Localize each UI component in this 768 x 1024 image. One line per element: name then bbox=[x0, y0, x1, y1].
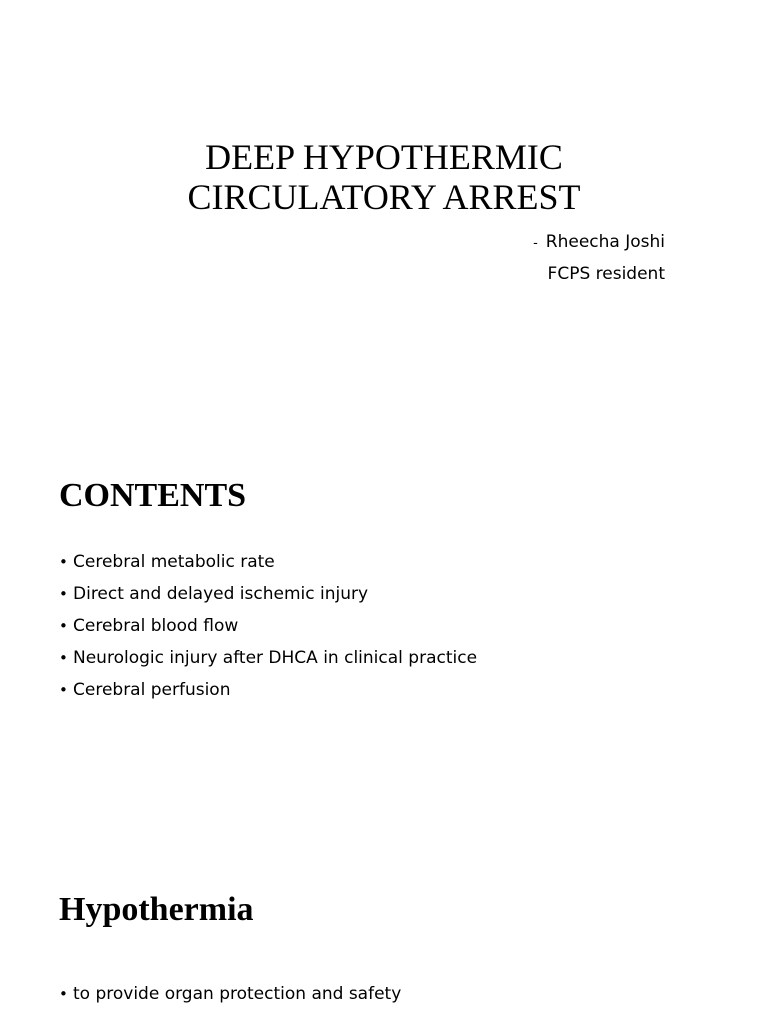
bullet-icon: • bbox=[59, 681, 68, 699]
list-item bbox=[59, 982, 401, 1014]
list-item-text: to provide organ protection and safety bbox=[73, 984, 402, 1004]
author-dash: - bbox=[533, 236, 538, 251]
hypothermia-slide bbox=[0, 828, 768, 1024]
list-item bbox=[59, 614, 477, 646]
author-name-line bbox=[533, 230, 665, 256]
title-slide bbox=[0, 0, 768, 380]
list-item bbox=[59, 582, 477, 614]
hypothermia-heading: Hypothermia bbox=[59, 891, 254, 928]
author-name: Rheecha Joshi bbox=[545, 232, 665, 252]
list-item-text: Cerebral perfusion bbox=[73, 680, 231, 700]
author-role: FCPS resident bbox=[547, 264, 665, 284]
list-item-text: Cerebral blood flow bbox=[73, 616, 239, 636]
list-item-text: Direct and delayed ischemic injury bbox=[73, 584, 369, 604]
list-item bbox=[59, 550, 477, 582]
bullet-icon: • bbox=[59, 985, 68, 1003]
hypothermia-list bbox=[59, 982, 401, 1014]
list-item bbox=[59, 646, 477, 678]
bullet-icon: • bbox=[59, 617, 68, 635]
bullet-icon: • bbox=[59, 585, 68, 603]
contents-heading: CONTENTS bbox=[59, 477, 247, 514]
presentation-title-line-1: DEEP HYPOTHERMIC bbox=[205, 137, 563, 177]
presentation-title-line-2: CIRCULATORY ARREST bbox=[187, 177, 581, 217]
list-item bbox=[59, 678, 477, 710]
contents-list bbox=[59, 550, 477, 710]
contents-slide bbox=[0, 380, 768, 828]
bullet-icon: • bbox=[59, 649, 68, 667]
list-item-text: Cerebral metabolic rate bbox=[73, 552, 275, 572]
list-item-text: Neurologic injury after DHCA in clinical practice bbox=[73, 648, 478, 668]
bullet-icon: • bbox=[59, 553, 68, 571]
